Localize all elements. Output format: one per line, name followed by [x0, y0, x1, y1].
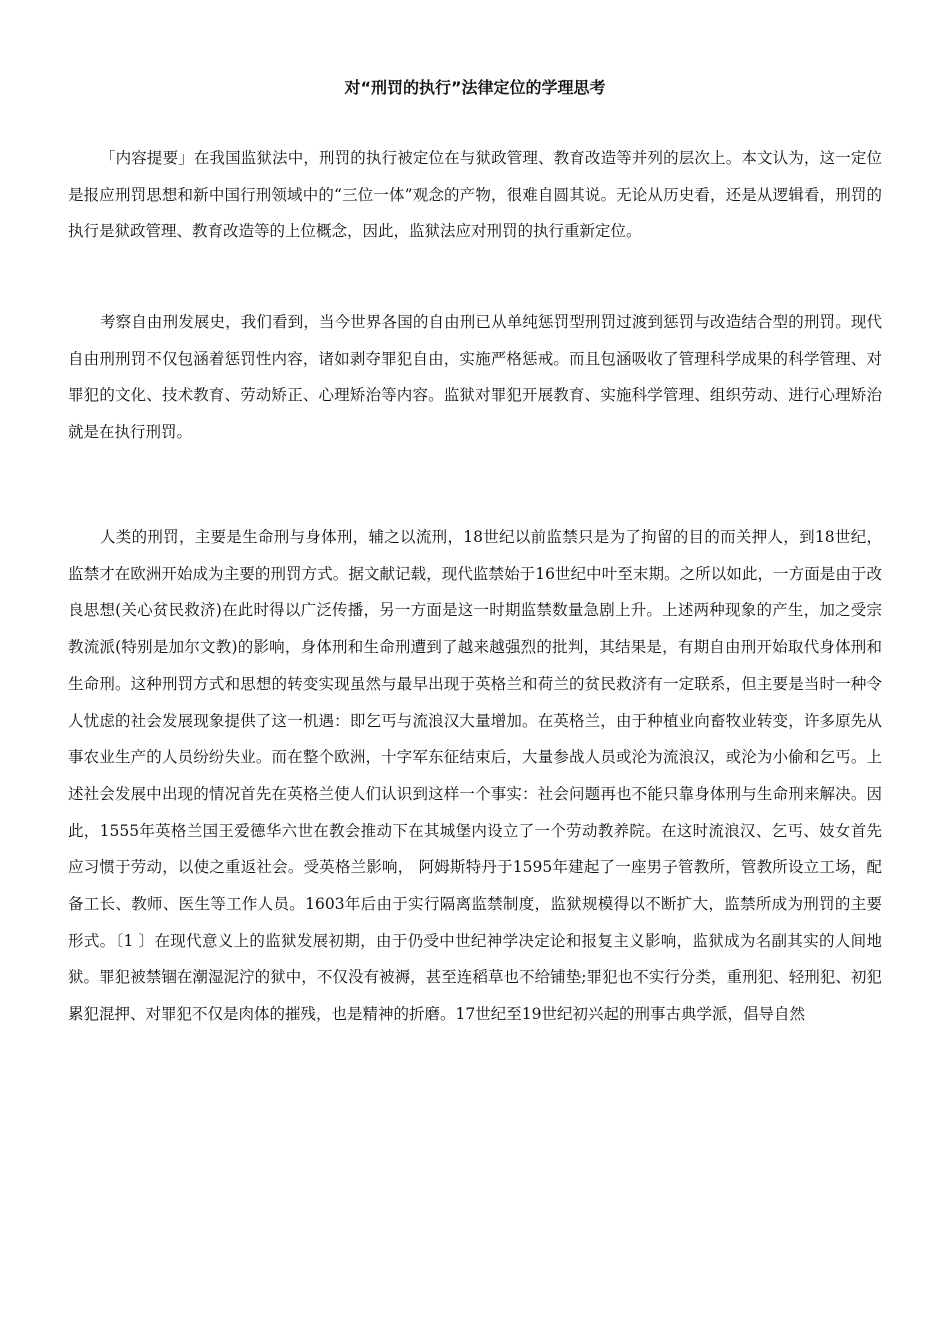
- document-title: 对“刑罚的执行”法律定位的学理思考: [344, 78, 606, 97]
- body-paragraph: 人类的刑罚，主要是生命刑与身体刑，辅之以流刑，18世纪以前监禁只是为了拘留的目的而关押人，到18世纪，监禁才在欧洲开始成为主要的刑罚方式。据文献记载，现代监禁始于16世纪中叶至末期。之所以如此，一方面是由于改良思想(关心贫民救济)在此时得以广泛传播，另一方面是这一时期监禁数量急剧上升。上述两种现象的产生，加之受宗教流派(特别是加尔文教)的影响，身体刑和生命刑遭到了越来越强烈的批判，其结果是，有期自由刑开始取代身体刑和生命刑。这种刑罚方式和思想的转变实现虽然与最早出现于英格兰和荷兰的贫民救济有一定联系，但主要是当时一种令人忧虑的社会发展现象提供了这一机遇：即乞丐与流浪汉大量增加。在英格兰，由于种植业向畜牧业转变，许多原先从事农业生产的人员纷纷失业。而在整个欧洲，十字军东征结束后，大量参战人员或沦为流浪汉，或沦为小偷和乞丐。上述社会发展中出现的情况首先在英格兰使人们认识到这样一个事实：社会问题再也不能只靠身体刑与生命刑来解决。因此，1555年英格兰国王爱德华六世在教会推动下在其城堡内设立了一个劳动教养院。在这时流浪汉、乞丐、妓女首先应习惯于劳动，以使之重返社会。受英格兰影响， 阿姆斯特丹于1595年建起了一座男子管教所，管教所设立工场，配备工长、教师、医生等工作人员。1603年后由于实行隔离监禁制度，监狱规模得以不断扩大，监禁所成为刑罚的主要形式。〔1 〕在现代意义上的监狱发展初期，由于仍受中世纪神学决定论和报复主义影响，监狱成为名副其实的人间地狱。罪犯被禁锢在潮湿泥泞的狱中，不仅没有被褥，甚至连稻草也不给铺垫;罪犯也不实行分类，重刑犯、轻刑犯、初犯累犯混押、对罪犯不仅是肉体的摧残，也是精神的折磨。17世纪至19世纪初兴起的刑事古典学派，倡导自然: [68, 528, 882, 1024]
- body-paragraph: 考察自由刑发展史，我们看到，当今世界各国的自由刑已从单纯惩罚型刑罚过渡到惩罚与改造结合型的刑罚。现代自由刑刑罚不仅包涵着惩罚性内容，诸如剥夺罪犯自由，实施严格惩戒。而且包涵吸收了管理科学成果的科学管理、对罪犯的文化、技术教育、劳动矫正、心理矫治等内容。监狱对罪犯开展教育、实施科学管理、组织劳动、进行心理矫治就是在执行刑罚。: [68, 313, 882, 442]
- abstract-paragraph: 「内容提要」在我国监狱法中，刑罚的执行被定位在与狱政管理、教育改造等并列的层次上。本文认为，这一定位是报应刑罚思想和新中国行刑领域中的“三位一体”观念的产物，很难自圆其说。无论从历史看，还是从逻辑看，刑罚的执行是狱政管理、教育改造等的上位概念，因此，监狱法应对刑罚的执行重新定位。: [68, 149, 882, 241]
